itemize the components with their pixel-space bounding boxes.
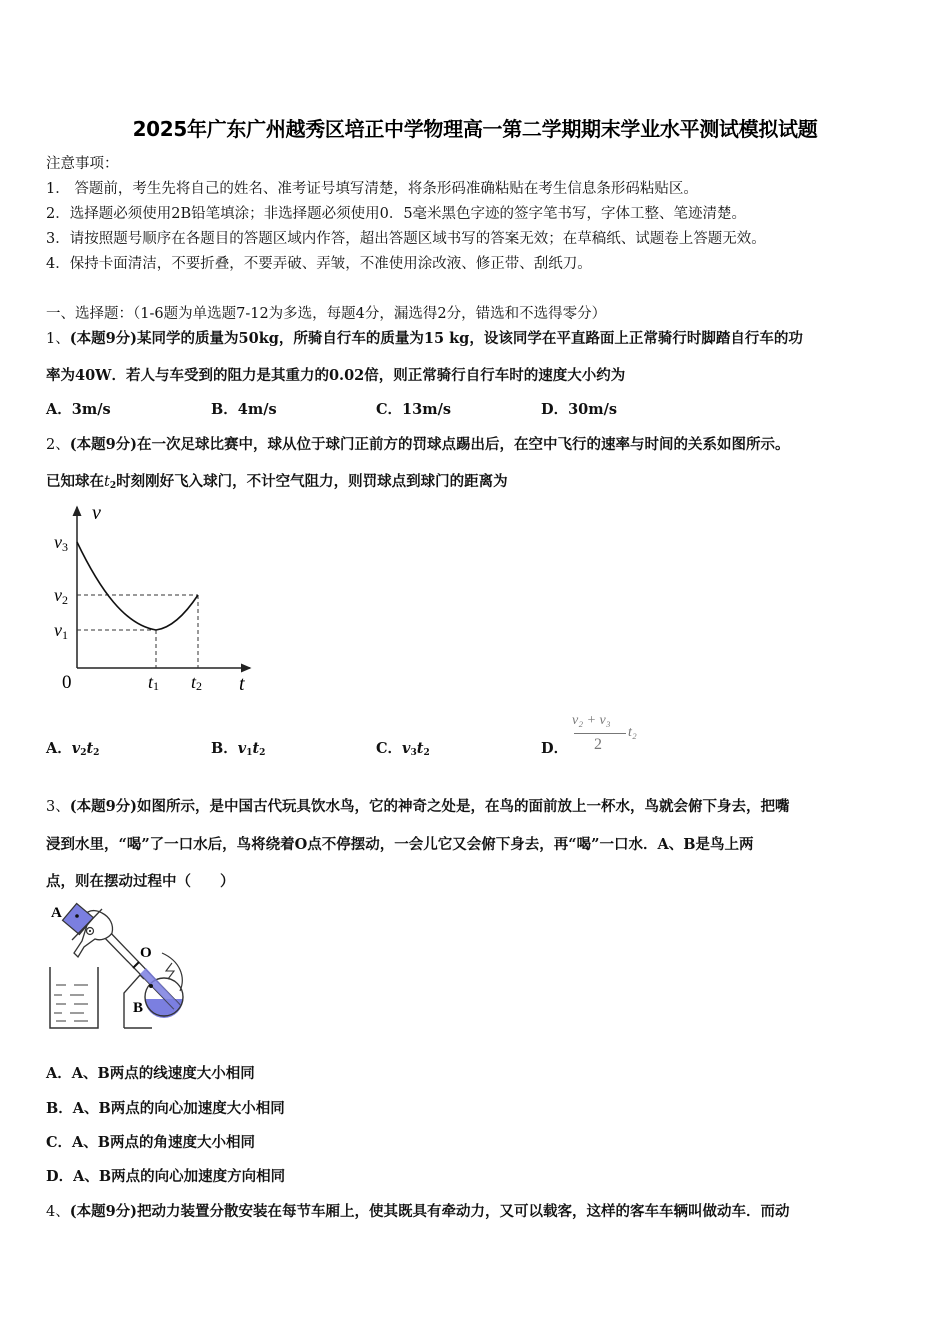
- document-title: 2025年广东广州越秀区培正中学物理高一第二学期期末学业水平测试模拟试题: [132, 117, 818, 141]
- question-score: (本题9分): [69, 1203, 138, 1220]
- question-score: (本题9分): [69, 798, 138, 815]
- water-cup: [50, 967, 98, 1028]
- label-a: A: [51, 905, 62, 921]
- question-text: 如图所示，是中国古代玩具饮水鸟，它的神奇之处是，在鸟的面前放上一杯水，鸟就会俯下身去，把嘴: [137, 798, 790, 815]
- notice-heading: 注意事项：: [46, 156, 119, 172]
- q2-option-d[interactable]: D．: [541, 740, 569, 757]
- q1-option-d[interactable]: D．30m/s: [541, 401, 618, 418]
- question-text: 某同学的质量为50kg，所骑自行车的质量为15 kg，设该同学在平直路面上正常骑行时脚踏自行车的功: [137, 330, 803, 347]
- tick-v3: v3: [54, 532, 68, 554]
- y-axis-label: v: [92, 502, 101, 524]
- q2-option-c[interactable]: C．$v_3t_2$: [376, 740, 430, 758]
- tick-v1: v1: [54, 620, 68, 642]
- question-4-line-1: [46, 1200, 790, 1221]
- point-b-dot: [149, 984, 153, 988]
- question-number: 4、: [46, 1204, 70, 1220]
- question-text: 在一次足球比赛中，球从位于球门正前方的罚球点踢出后，在空中飞行的速率与时间的关系如图所示。: [137, 436, 790, 453]
- q3-option-d[interactable]: D．A、B两点的向心加速度方向相同: [46, 1168, 286, 1185]
- q1-option-a[interactable]: A．3m/s: [46, 401, 111, 418]
- velocity-time-graph: [40, 495, 270, 695]
- section-heading: 一、选择题：（1-6题为单选题7-12为多选，每题4分，漏选得2分，错选和不选得零分）: [46, 306, 607, 322]
- notice-item-4: 4．保持卡面清洁，不要折叠，不要弄破、弄皱，不准使用涂改液、修正带、刮纸刀。: [46, 256, 592, 272]
- q2-option-b[interactable]: B．$v_1t_2$: [211, 740, 266, 758]
- label-o: O: [140, 945, 152, 961]
- x-axis-label: t: [239, 673, 245, 695]
- origin-label: 0: [62, 672, 72, 693]
- question-3-line-1: [46, 795, 790, 816]
- point-a-dot: [75, 914, 79, 918]
- question-number: 1、: [46, 331, 70, 347]
- q1-option-b[interactable]: B．4m/s: [211, 401, 277, 418]
- q3-option-a[interactable]: A．A、B两点的线速度大小相同: [46, 1065, 255, 1082]
- question-number: 2、: [46, 437, 70, 453]
- question-2-line-1: [46, 433, 790, 454]
- question-score: (本题9分): [69, 436, 138, 453]
- question-text: 把动力装置分散安装在每节车厢上，使其既具有牵动力，又可以载客，这样的客车车辆叫做动车．而动: [137, 1203, 790, 1220]
- notice-item-3: 3．请按照题号顺序在各题目的答题区域内作答，超出答题区域书写的答案无效；在草稿纸、试题卷上答题无效。: [46, 231, 766, 247]
- question-score: (本题9分): [69, 330, 138, 347]
- q2-option-a[interactable]: A．$v_2t_2$: [46, 740, 100, 758]
- label-b: B: [133, 1000, 144, 1016]
- fraction-bar: [574, 733, 626, 734]
- question-number: 3、: [46, 799, 70, 815]
- q3-option-c[interactable]: C．A、B两点的角速度大小相同: [46, 1134, 256, 1151]
- notice-item-1: 1． 答题前，考生先将自己的姓名、准考证号填写清楚，将条形码准确粘贴在考生信息条形码粘贴区。: [46, 181, 698, 197]
- tick-t2: t2: [191, 672, 203, 693]
- water-lines: [54, 985, 88, 1021]
- drinking-bird-diagram: [40, 895, 200, 1035]
- question-1-line-1: [46, 327, 803, 348]
- tick-t1: t1: [148, 672, 160, 693]
- question-3-line-2: 浸到水里，“喝”了一口水后，鸟将绕着O点不停摆动，一会儿它又会俯下身去，再“喝”一口水．A、B是鸟上两: [46, 836, 754, 853]
- q3-option-b[interactable]: B．A、B两点的向心加速度大小相同: [46, 1100, 285, 1117]
- question-3-line-3: 点，则在摆动过程中（ ）: [46, 873, 235, 890]
- question-2-line-2: 已知球在$t_2$时刻刚好飞入球门，不计空气阻力，则罚球点到球门的距离为: [46, 473, 508, 491]
- q1-option-c[interactable]: C．13m/s: [376, 401, 452, 418]
- question-1-line-2: 率为40W．若人与车受到的阻力是其重力的0.02倍，则正常骑行自行车时的速度大小约为: [46, 367, 626, 384]
- notice-item-2: 2．选择题必须使用2B铅笔填涂；非选择题必须使用0．5毫米黑色字迹的签字笔书写，字体工整、笔迹清楚。: [46, 206, 747, 222]
- velocity-curve: [77, 542, 198, 630]
- tick-v2: v2: [54, 585, 68, 607]
